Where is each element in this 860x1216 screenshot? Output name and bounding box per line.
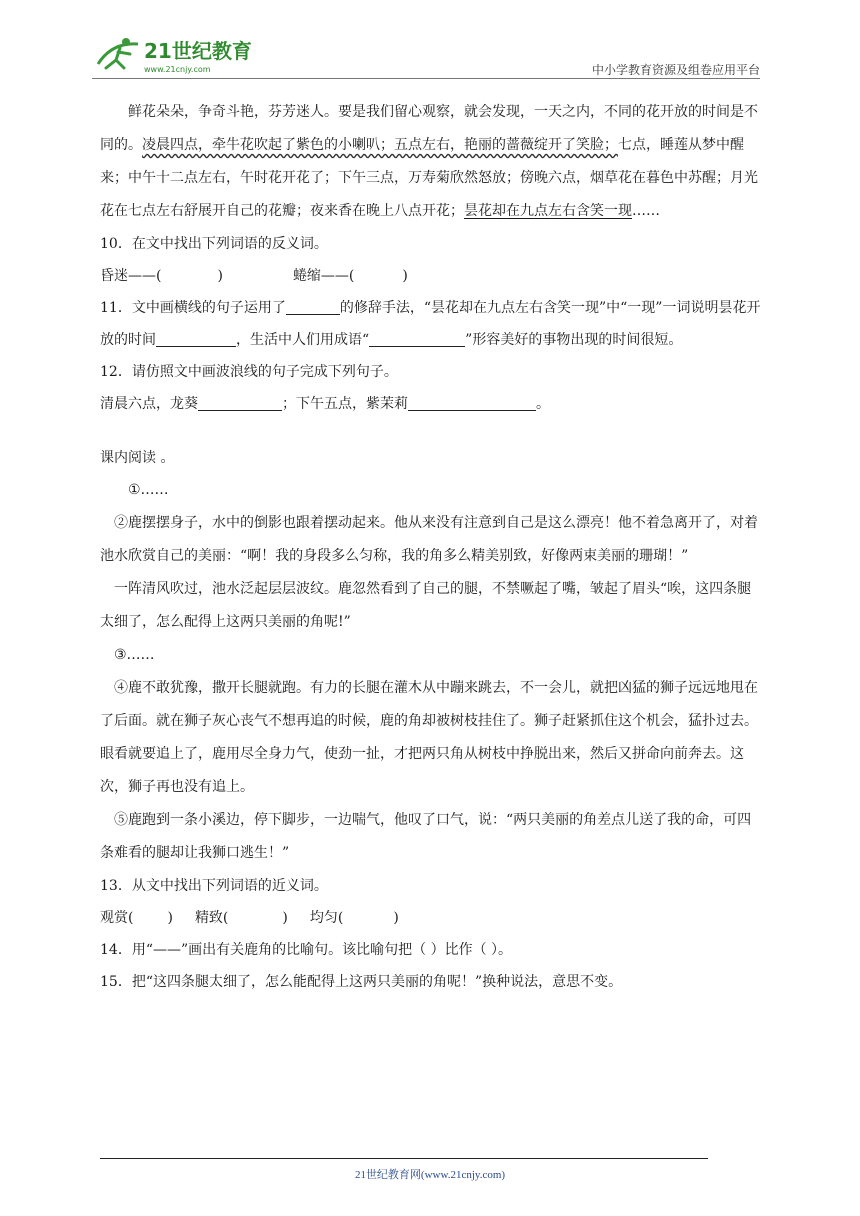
site-logo bbox=[92, 34, 262, 78]
svg-text:www.21cnjy.com: www.21cnjy.com bbox=[144, 65, 211, 74]
question-10: 10．在文中找出下列词语的反义词。 bbox=[100, 236, 328, 252]
question-text: 清晨六点，龙葵 bbox=[100, 396, 198, 412]
answer-blank[interactable] bbox=[408, 394, 536, 411]
reading-paragraph-3: ③…… bbox=[114, 647, 155, 663]
question-text: 11．文中画横线的句子运用了 bbox=[100, 300, 286, 316]
page-header bbox=[92, 30, 760, 80]
reading-paragraph-2b: 一阵清风吹过，池水泛起层层波纹。鹿忽然看到了自己的腿，不禁噘起了嘴，皱起了眉头“唉，这四条腿太细了，怎么配得上这两只美丽的角呢!” bbox=[100, 581, 752, 630]
reading-paragraph-5: ⑤鹿跑到一条小溪边，停下脚步，一边喘气，他叹了口气，说：“两只美丽的角差点儿送了我的命，可四条难看的腿却让我狮口逃生！” bbox=[100, 812, 752, 861]
antonym-prompt: 蜷缩——( bbox=[292, 268, 355, 284]
synonym-prompt: 均匀( bbox=[309, 910, 344, 926]
passage-flowers bbox=[100, 96, 762, 228]
synonym-prompt: 观赏( bbox=[100, 910, 134, 926]
footer-divider bbox=[100, 1158, 708, 1159]
paren: ) bbox=[282, 910, 288, 926]
question-text: ”形容美好的事物出现的时间很短。 bbox=[465, 332, 683, 348]
question-text: 。 bbox=[536, 396, 550, 412]
reading-paragraph-4: ④鹿不敢犹豫，撒开长腿就跑。有力的长腿在灌木从中蹦来跳去，不一会儿，就把凶猛的狮子远远地甩在了后面。就在狮子灰心丧气不想再追的时候，鹿的角却被树枝挂住了。狮子赶紧抓住这个机会，猛扑过去。眼看就要追上了，鹿用尽全身力气，使劲一扯，才把两只角从树枝中挣脱出来，然后又拼命向前奔去。这次，狮子再也没有追上。 bbox=[100, 680, 758, 795]
answer-blank[interactable] bbox=[369, 330, 465, 347]
question-14: 14．用“——”画出有关鹿角的比喻句。该比喻句把（ ）比作（ ）。 bbox=[100, 942, 513, 958]
passage-text: 鲜花朵朵，争奇斗艳，芬芳迷人。要是我们留心观察，就会发现，一天之内，不同的花开放的时间是不同的。 bbox=[100, 104, 758, 153]
header-divider bbox=[92, 78, 760, 79]
answer-blank[interactable] bbox=[286, 298, 340, 315]
question-text: ；下午五点，紫茉莉 bbox=[282, 396, 408, 412]
question-12-answers bbox=[100, 388, 762, 420]
answer-blank[interactable] bbox=[198, 394, 282, 411]
wavy-underlined-sentence: 凌晨四点，牵牛花吹起了紫色的小喇叭；五点左右，艳丽的蔷薇绽开了笑脸； bbox=[142, 137, 618, 153]
question-text: 的修辞手法，“昙花却在九点左右含笑一现”中“一现”一词说明昙花开放的时间 bbox=[100, 300, 761, 348]
worksheet-content bbox=[100, 96, 762, 998]
answer-blank[interactable] bbox=[156, 330, 236, 347]
paren: ) bbox=[167, 910, 173, 926]
question-12: 12．请仿照文中画波浪线的句子完成下列句子。 bbox=[100, 364, 398, 380]
question-10-answers bbox=[100, 260, 762, 292]
paren: ) bbox=[393, 910, 399, 926]
paren: ) bbox=[217, 268, 223, 284]
platform-name: 中小学教育资源及组卷应用平台 bbox=[591, 63, 760, 77]
reading-paragraph-2: ②鹿摆摆身子，水中的倒影也跟着摆动起来。他从来没有注意到自己是这么漂亮！他不着急离开了，对着池水欣赏自己的美丽：“啊！我的身段多么匀称，我的角多么精美别致，好像两束美丽的珊瑚！” bbox=[100, 515, 758, 564]
question-15: 15．把“这四条腿太细了，怎么能配得上这两只美丽的角呢！”换种说法，意思不变。 bbox=[100, 974, 623, 990]
question-11 bbox=[100, 292, 762, 356]
passage-text: 七点，睡莲从梦中醒来；中午十二点左右，午时花开花了；下午三点，万寿菊欣然怒放；傍晚六点，烟草花在暮色中苏醒；月光花在七点左右舒展开自己的花瓣；夜来香在晚上八点开花； bbox=[100, 137, 758, 219]
question-13: 13．从文中找出下列词语的近义词。 bbox=[100, 878, 328, 894]
svg-text:21世纪教育: 21世纪教育 bbox=[144, 39, 252, 63]
paren: ) bbox=[402, 268, 408, 284]
question-text: ，生活中人们用成语“ bbox=[236, 332, 370, 348]
passage-ellipsis: …… bbox=[632, 203, 660, 219]
footer-text: 21世纪教育网(www.21cnjy.com) bbox=[354, 1169, 506, 1181]
reading-paragraph-1: ①…… bbox=[128, 482, 169, 498]
question-13-answers bbox=[100, 902, 762, 934]
synonym-prompt: 精致( bbox=[194, 910, 229, 926]
reading-title: 课内阅读 。 bbox=[100, 450, 175, 466]
antonym-prompt: 昏迷——( bbox=[100, 268, 162, 284]
underlined-sentence: 昙花却在九点左右含笑一现 bbox=[464, 203, 632, 219]
